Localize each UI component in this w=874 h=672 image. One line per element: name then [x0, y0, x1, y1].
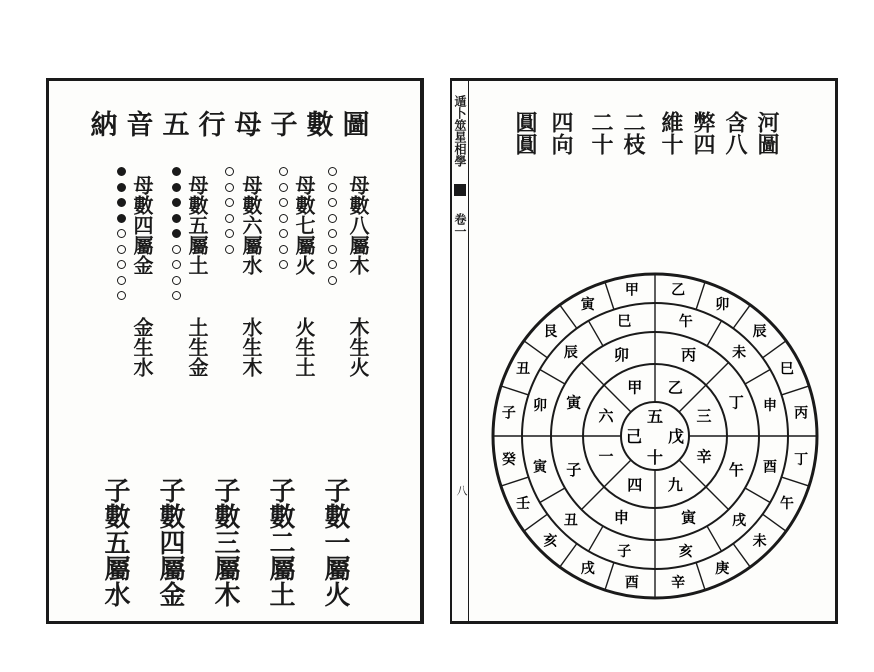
- wheel-character: 寅: [580, 297, 595, 314]
- hetu-column: 四向: [548, 111, 574, 155]
- open-dot: [117, 245, 126, 254]
- filled-dot: [172, 167, 181, 176]
- center-char: 五: [646, 407, 664, 426]
- wheel-spoke: [524, 514, 547, 531]
- open-dot: [172, 260, 181, 269]
- center-char: 己: [625, 427, 643, 446]
- open-dot: [117, 291, 126, 300]
- wheel-spoke: [560, 305, 577, 328]
- wheel-character: 酉: [762, 459, 777, 476]
- filled-dot: [117, 167, 126, 176]
- wheel-character: 子: [566, 460, 582, 479]
- wheel-character: 寅: [681, 508, 697, 527]
- wheel-character: 未: [752, 533, 767, 550]
- page-title: 納音五行母子數圖: [90, 110, 379, 141]
- wheel-character: 三: [696, 406, 712, 425]
- wheel-character: 九: [667, 476, 683, 495]
- wheel-character: 丙: [794, 405, 809, 422]
- child-number-column: 子數五屬水: [100, 477, 130, 607]
- wheel-character: 巳: [779, 361, 794, 378]
- filled-dot: [172, 229, 181, 238]
- wheel-character: 丙: [681, 345, 697, 364]
- mother-number-text: 母數七屬火: [292, 175, 316, 275]
- hetu-wheel-diagram: [490, 271, 820, 601]
- wheel-character: 壬: [516, 496, 531, 513]
- wheel-character: 戌: [732, 513, 747, 530]
- filled-dot: [172, 214, 181, 223]
- right-page: [450, 78, 838, 624]
- margin-strip: [452, 81, 469, 621]
- wheel-character: 子: [617, 543, 632, 560]
- mother-number-text: 母數八屬木: [346, 175, 370, 275]
- hetu-column: 維十: [658, 111, 684, 155]
- wheel-character: 酉: [624, 575, 639, 592]
- hetu-column: 弊四: [690, 111, 716, 155]
- open-dot: [225, 214, 234, 223]
- open-dot: [225, 198, 234, 207]
- open-dot: [117, 276, 126, 285]
- open-dot: [279, 183, 288, 192]
- wheel-spoke: [696, 562, 705, 590]
- wheel-character: 丁: [794, 452, 809, 469]
- child-number-column: 子數一屬火: [320, 477, 350, 607]
- wheel-character: 一: [598, 447, 614, 466]
- wheel-character: 戌: [580, 560, 595, 577]
- wheel-character: 午: [728, 460, 744, 479]
- wheel-character: 卯: [715, 297, 730, 314]
- open-dot: [225, 183, 234, 192]
- wheel-character: 甲: [627, 378, 643, 397]
- filled-dot: [117, 198, 126, 207]
- wheel-spoke: [581, 362, 604, 385]
- open-dot: [172, 245, 181, 254]
- wheel-character: 辛: [671, 575, 686, 592]
- open-dot: [172, 291, 181, 300]
- open-dot: [279, 260, 288, 269]
- wheel-spoke: [745, 488, 770, 503]
- open-dot: [279, 214, 288, 223]
- wheel-spoke: [581, 487, 604, 510]
- open-dot: [117, 229, 126, 238]
- open-dot: [328, 276, 337, 285]
- wheel-character: 乙: [671, 282, 686, 299]
- wheel-character: 艮: [543, 324, 558, 341]
- wheel-spoke: [540, 370, 565, 385]
- wheel-character: 乙: [667, 378, 683, 397]
- volume-label: 卷一: [453, 213, 467, 237]
- filled-dot: [117, 183, 126, 192]
- mother-number-text: 母數五屬土: [185, 175, 209, 275]
- open-dot: [279, 167, 288, 176]
- wheel-character: 午: [779, 496, 794, 513]
- wheel-character: 辰: [752, 324, 767, 341]
- open-dot: [328, 183, 337, 192]
- wheel-spoke: [501, 386, 529, 395]
- wheel-character: 卯: [533, 398, 548, 415]
- wheel-character: 丑: [563, 513, 578, 530]
- generation-text: 金生水: [130, 317, 154, 377]
- wheel-character: 四: [627, 476, 643, 495]
- wheel-spoke: [763, 514, 786, 531]
- wheel-spoke: [540, 488, 565, 503]
- wheel-spoke: [605, 282, 614, 310]
- mother-number-text: 母數四屬金: [130, 175, 154, 275]
- open-dot: [328, 260, 337, 269]
- child-number-column: 子數四屬金: [155, 477, 185, 607]
- wheel-character: 癸: [501, 452, 516, 469]
- center-char: 十: [646, 448, 664, 467]
- open-dot: [225, 229, 234, 238]
- child-number-column: 子數二屬土: [265, 477, 295, 607]
- hetu-column: 河圖: [754, 111, 780, 155]
- wheel-character: 甲: [624, 282, 639, 299]
- open-dot: [328, 167, 337, 176]
- wheel-character: 辛: [696, 447, 712, 466]
- center-char: 戊: [667, 427, 685, 446]
- open-dot: [328, 214, 337, 223]
- left-page: [46, 78, 424, 624]
- child-number-column: 子數三屬木: [210, 477, 240, 607]
- open-dot: [279, 245, 288, 254]
- open-dot: [279, 229, 288, 238]
- wheel-character: 午: [678, 313, 693, 330]
- open-dot: [225, 245, 234, 254]
- wheel-character: 亥: [678, 543, 693, 560]
- wheel-spoke: [589, 526, 604, 551]
- wheel-character: 申: [613, 508, 629, 527]
- wheel-spoke: [706, 487, 729, 510]
- generation-text: 火生土: [292, 317, 316, 377]
- book-title-text: 遁卜筮星相學: [453, 95, 467, 167]
- open-dot: [328, 245, 337, 254]
- wheel-character: 卯: [613, 345, 629, 364]
- wheel-spoke: [745, 370, 770, 385]
- hetu-column: 二枝: [620, 111, 646, 155]
- wheel-character: 子: [501, 405, 516, 422]
- wheel-character: 辰: [563, 344, 578, 361]
- wheel-character: 丑: [516, 361, 531, 378]
- open-dot: [225, 167, 234, 176]
- wheel-spoke: [560, 544, 577, 567]
- wheel-character: 亥: [543, 533, 558, 550]
- wheel-spoke: [781, 386, 809, 395]
- wheel-spoke: [707, 321, 722, 346]
- wheel-character: 巳: [617, 313, 632, 330]
- wheel-spoke: [733, 544, 750, 567]
- book-title: [453, 95, 467, 237]
- wheel-spoke: [524, 341, 547, 358]
- open-dot: [328, 198, 337, 207]
- filled-dot: [172, 198, 181, 207]
- page-number: 八: [455, 485, 468, 496]
- filled-dot: [117, 214, 126, 223]
- wheel-character: 未: [732, 344, 747, 361]
- wheel-spoke: [696, 282, 705, 310]
- wheel-spoke: [707, 526, 722, 551]
- open-dot: [328, 229, 337, 238]
- hetu-column: 含八: [722, 111, 748, 155]
- wheel-character: 申: [762, 398, 777, 415]
- wheel-spoke: [589, 321, 604, 346]
- wheel-character: 寅: [533, 459, 548, 476]
- wheel-spoke: [501, 477, 529, 486]
- open-dot: [279, 198, 288, 207]
- generation-text: 木生火: [346, 317, 370, 377]
- wheel-spoke: [763, 341, 786, 358]
- hetu-column: 二十: [588, 111, 614, 155]
- wheel-spoke: [733, 305, 750, 328]
- generation-text: 土生金: [185, 317, 209, 377]
- filled-dot: [172, 183, 181, 192]
- wheel-character: 寅: [566, 393, 582, 412]
- open-dot: [172, 276, 181, 285]
- wheel-character: 丁: [728, 393, 744, 412]
- mother-number-text: 母數六屬水: [239, 175, 263, 275]
- wheel-character: 庚: [715, 560, 730, 577]
- wheel-spoke: [605, 562, 614, 590]
- wheel-spoke: [706, 362, 729, 385]
- open-dot: [117, 260, 126, 269]
- ink-mark: [454, 184, 466, 196]
- wheel-character: 六: [598, 406, 614, 425]
- wheel-spoke: [781, 477, 809, 486]
- generation-text: 水生木: [239, 317, 263, 377]
- hetu-column: 圓圓: [512, 111, 538, 155]
